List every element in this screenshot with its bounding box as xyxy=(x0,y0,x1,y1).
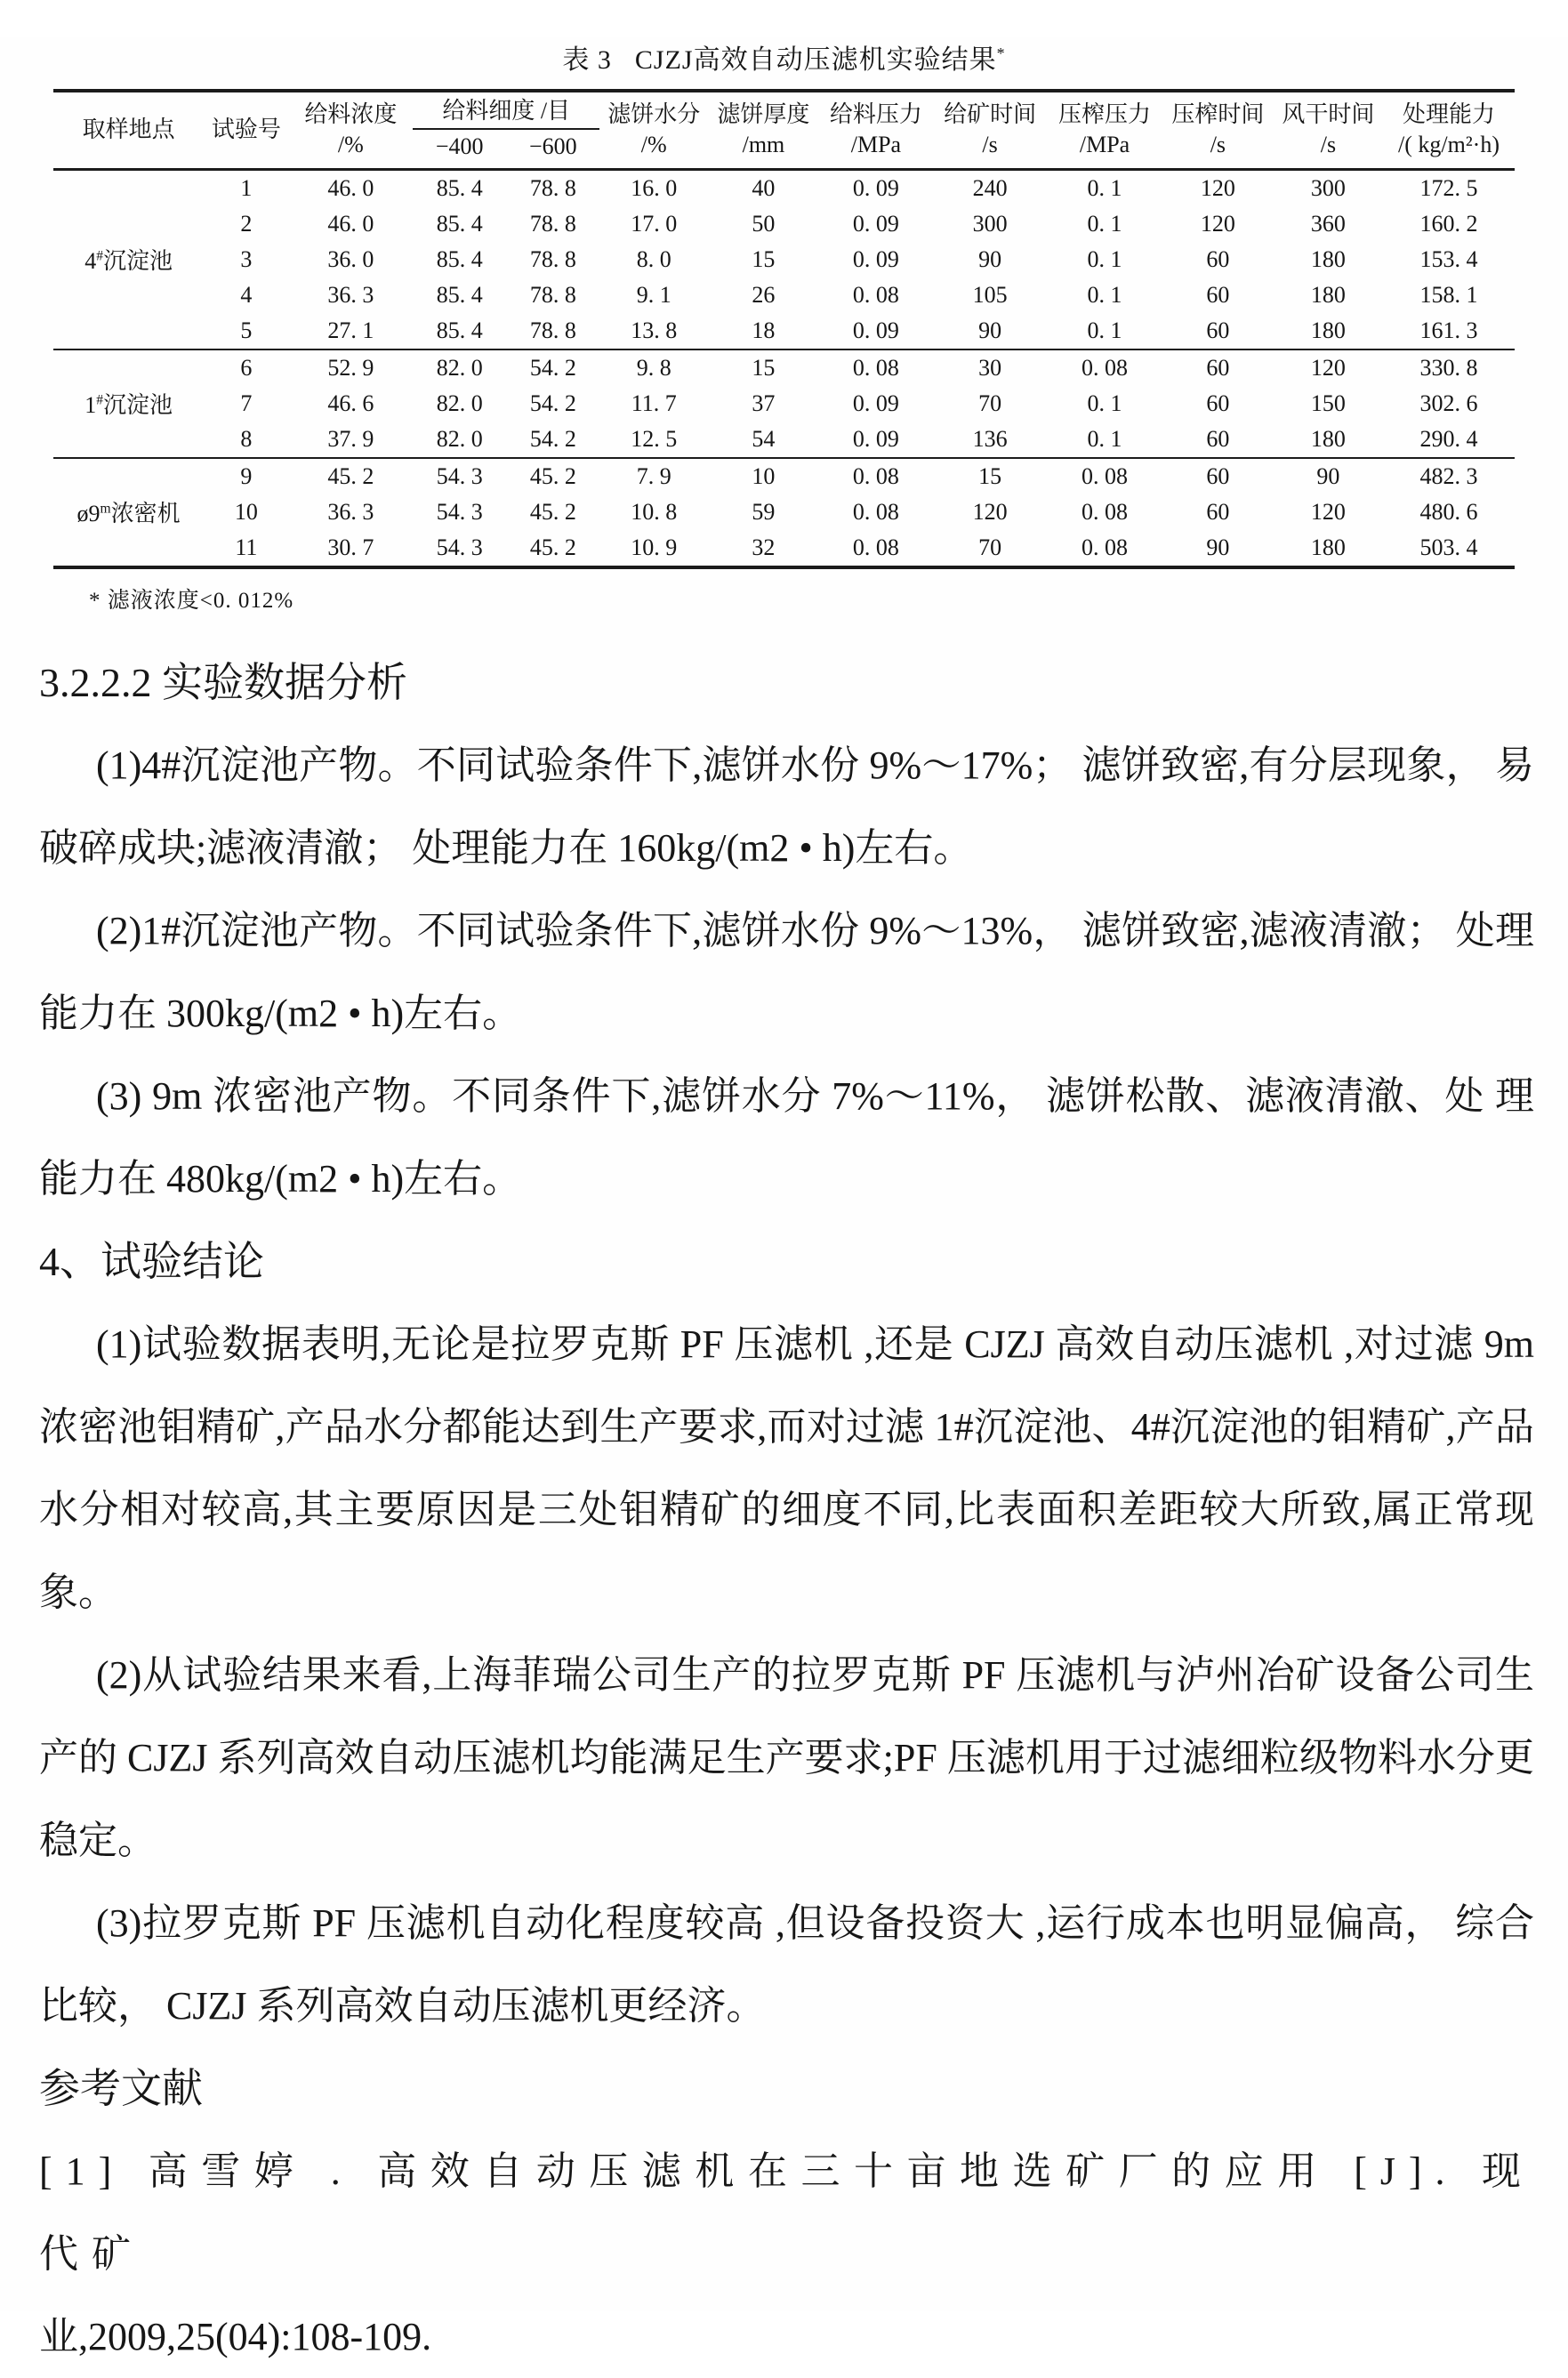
value-cell: 0. 09 xyxy=(852,245,899,272)
test-number-cell: 2 xyxy=(240,210,253,237)
reference-entry xyxy=(39,2130,1534,2378)
paragraph-conclusion-1: (1)试验数据表明,无论是拉罗克斯 PF 压滤机 ,还是 CJZJ 高效自动压滤机 ,对过滤 9m 浓密池钼精矿,产品水分都能达到生产要求,而对过滤 1#沉淀池、4#沉淀池的钼精矿,产品水分相对较高,其主要原因是三处钼精矿的细度不同,比表面积差距较大所致,属正常现象。 xyxy=(39,1322,1534,1614)
value-cell: 46. 0 xyxy=(327,210,374,237)
table-row xyxy=(53,169,1515,206)
paragraph-conclusion-3: (3)拉罗克斯 PF 压滤机自动化程度较高 ,但设备投资大 ,运行成本也明显偏高， 综合比较， CJZJ 系列高效自动压滤机更经济。 xyxy=(39,1900,1534,2028)
value-cell: 90 xyxy=(978,245,1002,272)
value-cell: 300 xyxy=(1310,174,1346,201)
value-cell: 0. 09 xyxy=(852,210,899,237)
col-header-minus-600: −600 xyxy=(506,129,599,169)
value-cell: 78. 8 xyxy=(529,317,576,343)
test-number-cell: 1 xyxy=(240,174,253,201)
value-cell: 150 xyxy=(1310,390,1346,416)
value-cell: 85. 4 xyxy=(436,245,483,272)
value-cell: 0. 08 xyxy=(819,349,933,386)
value-cell: 15 xyxy=(752,245,776,272)
value-cell: 78. 8 xyxy=(529,245,576,272)
col-header-minus-400: −400 xyxy=(413,129,506,169)
value-cell: 82. 0 xyxy=(436,390,483,416)
value-cell: 46. 6 xyxy=(327,390,374,416)
value-cell: 85. 4 xyxy=(436,210,483,237)
table-row xyxy=(53,458,1515,494)
value-cell: 0. 1 xyxy=(1087,281,1122,308)
value-cell: 78. 8 xyxy=(529,210,576,237)
value-cell: 30. 7 xyxy=(327,534,374,560)
value-cell: 180 xyxy=(1310,425,1346,452)
col-header-capacity: 处理能力 /( kg/m²·h) xyxy=(1383,91,1515,169)
value-cell: 18 xyxy=(752,317,776,343)
test-number-cell: 10 xyxy=(234,498,258,525)
value-cell: 136 xyxy=(972,425,1008,452)
value-cell: 85. 4 xyxy=(436,317,483,343)
value-cell: 90 xyxy=(978,317,1002,343)
value-cell: 0. 09 xyxy=(852,425,899,452)
value-cell: 60 xyxy=(1206,390,1230,416)
value-cell: 30 xyxy=(933,349,1047,386)
paragraph-conclusion-2: (2)从试验结果来看,上海菲瑞公司生产的拉罗克斯 PF 压滤机与泸州冶矿设备公司生产的 CJZJ 系列高效自动压滤机均能满足生产要求;PF 压滤机用于过滤细粒级物料水分更稳定。 xyxy=(39,1652,1534,1862)
value-cell: 54. 2 xyxy=(506,349,599,386)
test-number-cell: 4 xyxy=(240,281,253,308)
test-number-cell: 8 xyxy=(240,425,253,452)
value-cell: 60 xyxy=(1206,245,1230,272)
test-number-cell: 5 xyxy=(240,317,253,343)
value-cell: 160. 2 xyxy=(1419,210,1478,237)
test-number-cell: 3 xyxy=(240,245,253,272)
value-cell: 503. 4 xyxy=(1419,534,1478,560)
value-cell: 0. 08 xyxy=(852,498,899,525)
paragraph-thickener-9m: (3) 9m 浓密池产物。不同条件下,滤饼水分 7%～11%， 滤饼松散、滤液清澈、处 理能力在 480kg/(m2 • h)左右。 xyxy=(39,1073,1534,1201)
value-cell: 0. 09 xyxy=(852,174,899,201)
sampling-site-cell: 4#沉淀池 xyxy=(84,248,173,275)
value-cell: 120 xyxy=(972,498,1008,525)
table-caption xyxy=(0,37,1568,76)
test-number-cell: 7 xyxy=(240,390,253,416)
value-cell: 180 xyxy=(1310,245,1346,272)
value-cell: 60 xyxy=(1206,317,1230,343)
document-page xyxy=(0,37,1568,2358)
value-cell: 0. 08 xyxy=(1082,498,1129,525)
value-cell: 54. 3 xyxy=(413,458,506,494)
col-header-sampling-site: 取样地点 xyxy=(53,91,204,169)
value-cell: 78. 8 xyxy=(529,281,576,308)
value-cell: 90 xyxy=(1206,534,1230,560)
value-cell: 180 xyxy=(1310,534,1346,560)
value-cell: 0. 1 xyxy=(1087,425,1122,452)
value-cell: 161. 3 xyxy=(1419,317,1478,343)
value-cell: 70 xyxy=(978,534,1002,560)
value-cell: 9. 8 xyxy=(599,349,708,386)
value-cell: 0. 1 xyxy=(1087,174,1122,201)
value-cell: 45. 2 xyxy=(529,534,576,560)
value-cell: 0. 09 xyxy=(852,390,899,416)
document-body xyxy=(39,641,1534,2378)
value-cell: 12. 5 xyxy=(631,425,678,452)
paragraph-sedimentation-1: (2)1#沉淀池产物。不同试验条件下,滤饼水份 9%～13%， 滤饼致密,滤液清澈； 处理能力在 300kg/(m2 • h)左右。 xyxy=(39,908,1534,1035)
value-cell: 54. 2 xyxy=(529,425,576,452)
table-row xyxy=(53,206,1515,242)
value-cell: 153. 4 xyxy=(1419,245,1478,272)
value-cell: 90 xyxy=(1274,458,1383,494)
value-cell: 54. 2 xyxy=(529,390,576,416)
col-header-air-dry-time: 风干时间 /s xyxy=(1274,91,1383,169)
value-cell: 26 xyxy=(752,281,776,308)
value-cell: 45. 2 xyxy=(289,458,414,494)
value-cell: 482. 3 xyxy=(1383,458,1515,494)
value-cell: 120 xyxy=(1200,210,1235,237)
value-cell: 15 xyxy=(933,458,1047,494)
value-cell: 17. 0 xyxy=(631,210,678,237)
col-header-feed-fineness: 给料细度 /目 xyxy=(413,91,599,129)
table-title: CJZJ高效自动压滤机实验结果 xyxy=(634,45,997,75)
table-number: 表 3 xyxy=(562,45,612,75)
reference-line-1: [1] 高雪婷 . 高效自动压滤机在三十亩地选矿厂的应用 [J]. 现代矿 xyxy=(39,2149,1534,2276)
value-cell: 9. 1 xyxy=(636,281,671,308)
section-heading-analysis: 3.2.2.2 实验数据分析 xyxy=(39,659,407,705)
value-cell: 40 xyxy=(752,174,776,201)
test-number-cell: 9 xyxy=(204,458,288,494)
value-cell: 59 xyxy=(752,498,776,525)
value-cell: 0. 09 xyxy=(852,317,899,343)
value-cell: 0. 1 xyxy=(1087,210,1122,237)
col-header-press-time: 压榨时间 /s xyxy=(1162,91,1274,169)
value-cell: 0. 1 xyxy=(1087,317,1122,343)
value-cell: 60 xyxy=(1206,281,1230,308)
value-cell: 480. 6 xyxy=(1419,498,1478,525)
value-cell: 10. 9 xyxy=(631,534,678,560)
value-cell: 32 xyxy=(752,534,776,560)
value-cell: 0. 08 xyxy=(1047,458,1162,494)
value-cell: 180 xyxy=(1310,317,1346,343)
reference-line-2: 业,2009,25(04):108-109. xyxy=(39,2314,432,2358)
table-row xyxy=(53,494,1515,530)
value-cell: 85. 4 xyxy=(436,174,483,201)
value-cell: 120 xyxy=(1200,174,1235,201)
value-cell: 70 xyxy=(978,390,1002,416)
section-heading-references: 参考文献 xyxy=(39,2065,203,2111)
value-cell: 240 xyxy=(972,174,1008,201)
value-cell: 172. 5 xyxy=(1419,174,1478,201)
table-row xyxy=(53,242,1515,277)
value-cell: 27. 1 xyxy=(327,317,374,343)
table-footnote: * 滤液浓度<0. 012% xyxy=(89,588,294,613)
value-cell: 60 xyxy=(1206,498,1230,525)
table-row xyxy=(53,386,1515,422)
table-row xyxy=(53,277,1515,313)
value-cell: 11. 7 xyxy=(631,390,677,416)
value-cell: 60 xyxy=(1162,349,1274,386)
value-cell: 158. 1 xyxy=(1419,281,1478,308)
value-cell: 13. 8 xyxy=(631,317,678,343)
value-cell: 120 xyxy=(1310,498,1346,525)
col-header-cake-moisture: 滤饼水分 /% xyxy=(599,91,708,169)
col-header-press-pressure: 压榨压力 /MPa xyxy=(1047,91,1162,169)
table-row xyxy=(53,422,1515,458)
value-cell: 0. 08 xyxy=(852,534,899,560)
col-header-cake-thickness: 滤饼厚度 /mm xyxy=(708,91,819,169)
value-cell: 105 xyxy=(972,281,1008,308)
value-cell: 54. 3 xyxy=(436,534,483,560)
value-cell: 45. 2 xyxy=(529,498,576,525)
value-cell: 360 xyxy=(1310,210,1346,237)
value-cell: 45. 2 xyxy=(506,458,599,494)
test-number-cell: 6 xyxy=(204,349,288,386)
col-header-feed-time: 给矿时间 /s xyxy=(933,91,1047,169)
value-cell: 46. 0 xyxy=(327,174,374,201)
value-cell: 54. 3 xyxy=(436,498,483,525)
value-cell: 36. 3 xyxy=(327,498,374,525)
value-cell: 16. 0 xyxy=(631,174,678,201)
results-table xyxy=(53,89,1515,569)
value-cell: 78. 8 xyxy=(529,174,576,201)
value-cell: 60 xyxy=(1162,458,1274,494)
value-cell: 82. 0 xyxy=(436,425,483,452)
section-heading-conclusions: 4、试验结论 xyxy=(39,1238,264,1284)
col-header-feed-concentration: 给料浓度 /% xyxy=(289,91,414,169)
table-row xyxy=(53,349,1515,386)
sampling-site-cell: ø9$^m$浓密机 xyxy=(53,458,204,567)
footnote-mark: * xyxy=(996,44,1006,62)
value-cell: 8. 0 xyxy=(636,245,671,272)
value-cell: 82. 0 xyxy=(413,349,506,386)
value-cell: 85. 4 xyxy=(436,281,483,308)
value-cell: 36. 0 xyxy=(327,245,374,272)
table-row xyxy=(53,313,1515,349)
value-cell: 180 xyxy=(1310,281,1346,308)
value-cell: 300 xyxy=(972,210,1008,237)
value-cell: 0. 1 xyxy=(1087,245,1122,272)
paragraph-sedimentation-4: (1)4#沉淀池产物。不同试验条件下,滤饼水份 9%～17%； 滤饼致密,有分层现象， 易破碎成块;滤液清澈； 处理能力在 160kg/(m2 • h)左右。 xyxy=(39,743,1534,870)
value-cell: 0. 08 xyxy=(1082,534,1129,560)
value-cell: 15 xyxy=(708,349,819,386)
value-cell: 0. 08 xyxy=(1047,349,1162,386)
results-table-body xyxy=(53,169,1515,567)
col-header-test-number: 试验号 xyxy=(204,91,288,169)
test-number-cell: 11 xyxy=(235,534,258,560)
table-row xyxy=(53,530,1515,567)
value-cell: 10. 8 xyxy=(631,498,678,525)
value-cell: 60 xyxy=(1206,425,1230,452)
value-cell: 330. 8 xyxy=(1383,349,1515,386)
col-header-feed-pressure: 给料压力 /MPa xyxy=(819,91,933,169)
value-cell: 0. 1 xyxy=(1087,390,1122,416)
value-cell: 7. 9 xyxy=(599,458,708,494)
value-cell: 10 xyxy=(708,458,819,494)
value-cell: 37. 9 xyxy=(327,425,374,452)
value-cell: 290. 4 xyxy=(1419,425,1478,452)
value-cell: 36. 3 xyxy=(327,281,374,308)
value-cell: 0. 08 xyxy=(852,281,899,308)
value-cell: 54 xyxy=(752,425,776,452)
sampling-site-cell: 1#沉淀池 xyxy=(53,349,204,458)
value-cell: 37 xyxy=(752,390,776,416)
value-cell: 0. 08 xyxy=(819,458,933,494)
value-cell: 52. 9 xyxy=(289,349,414,386)
value-cell: 50 xyxy=(752,210,776,237)
value-cell: 302. 6 xyxy=(1419,390,1478,416)
value-cell: 120 xyxy=(1274,349,1383,386)
